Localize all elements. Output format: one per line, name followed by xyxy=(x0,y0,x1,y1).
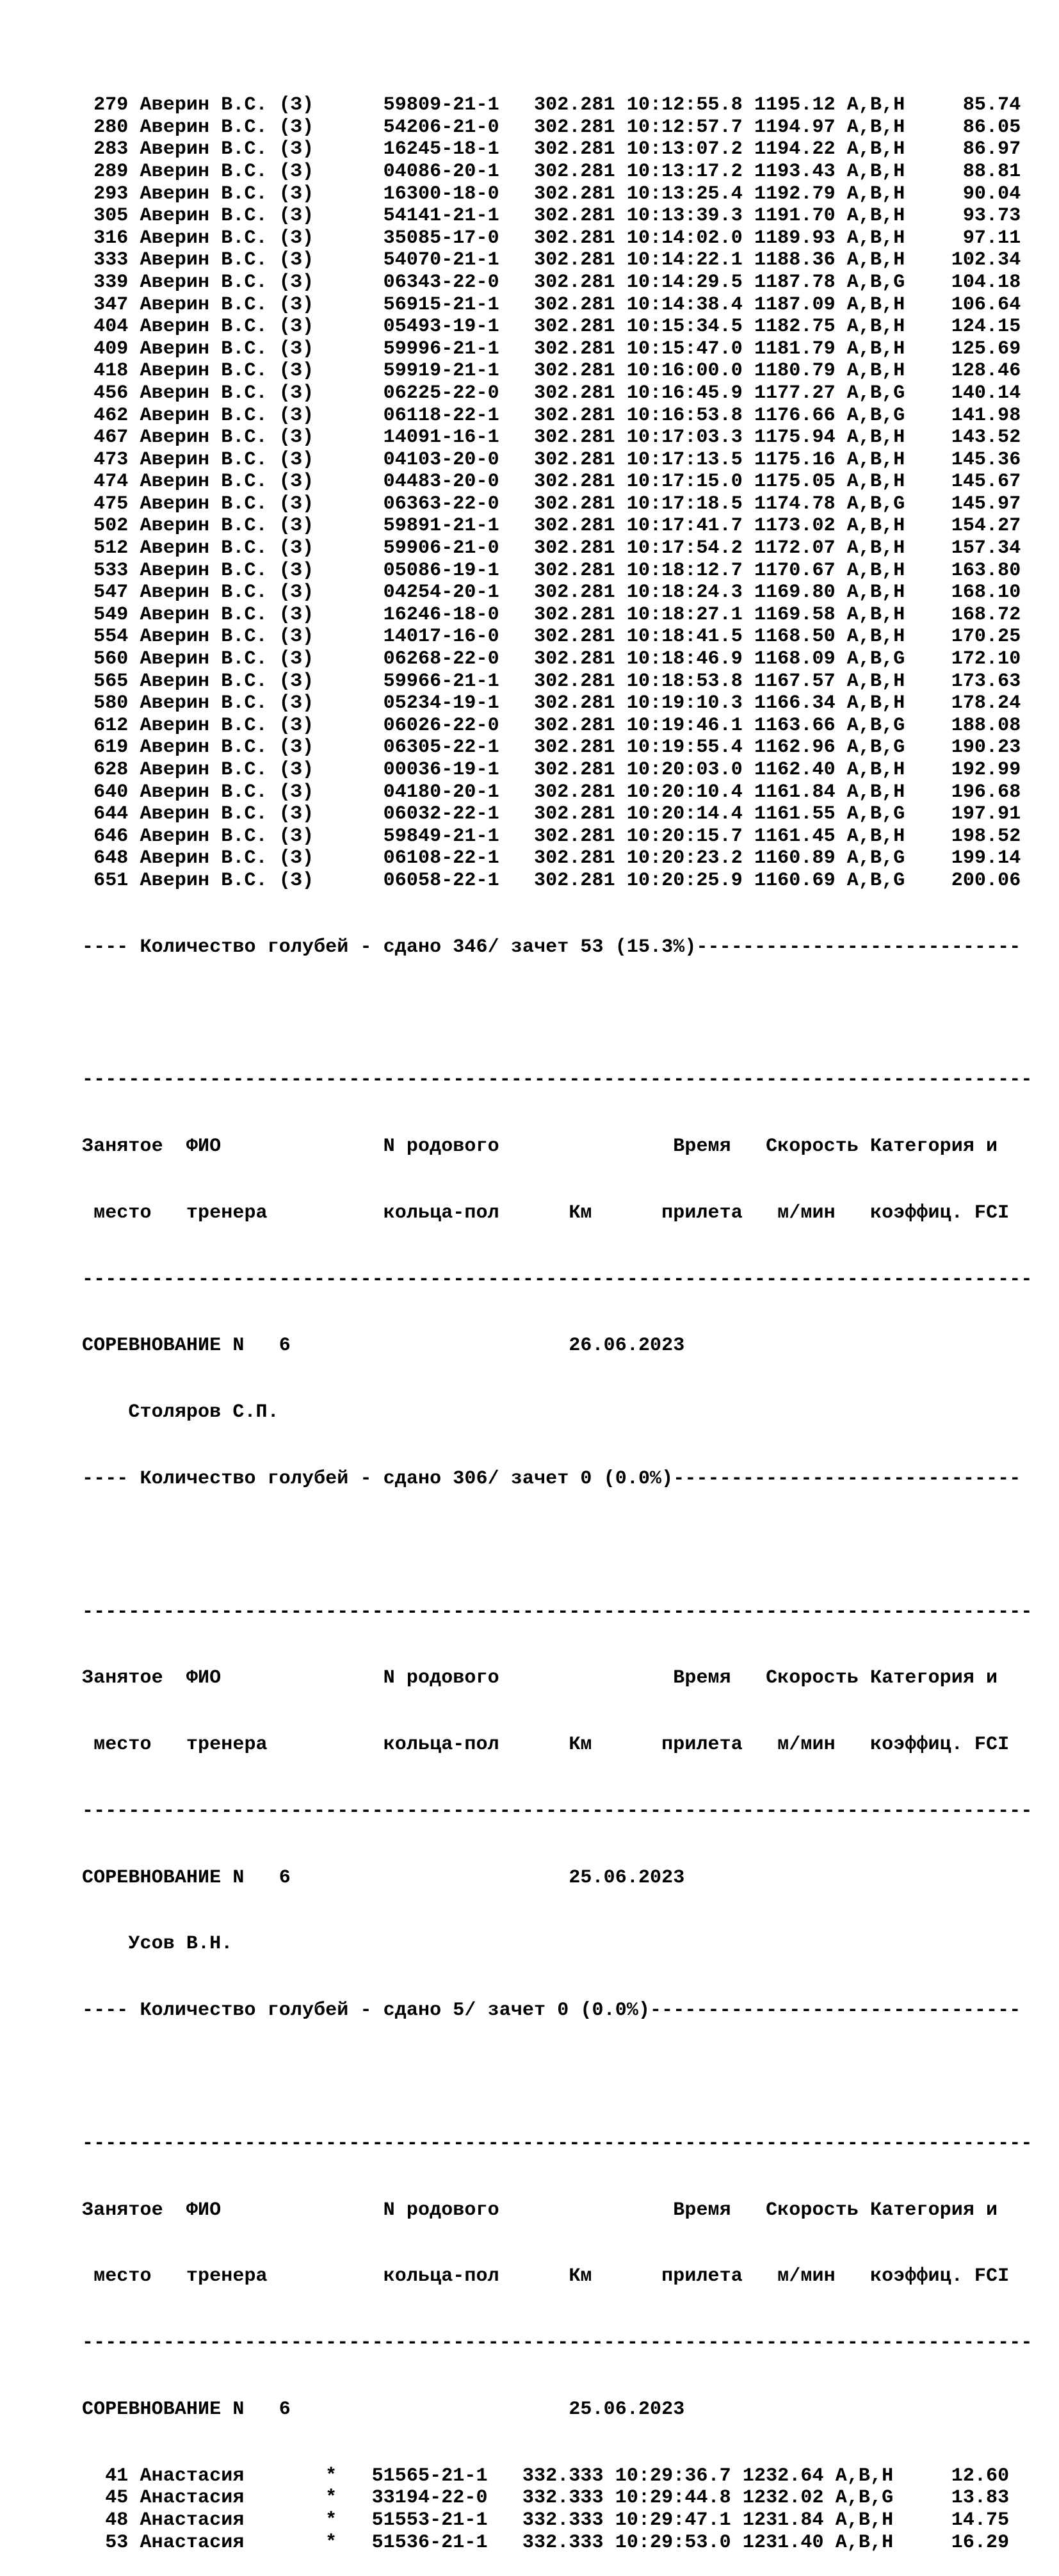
result-row: 580 Аверин В.С. (З) 05234-19-1 302.281 10:19:10.3 1166.34 A,B,H 178.24 xyxy=(82,692,1021,715)
result-row: 316 Аверин В.С. (З) 35085-17-0 302.281 10:14:02.0 1189.93 A,B,H 97.11 xyxy=(82,227,1021,249)
result-row: 628 Аверин В.С. (З) 00036-19-1 302.281 10:20:03.0 1162.40 A,B,H 192.99 xyxy=(82,759,1021,781)
summary-line: ---- Количество голубей - сдано 346/ зачет 53 (15.3%)---------------------------- xyxy=(82,936,1021,958)
result-row: 456 Аверин В.С. (З) 06225-22-0 302.281 10:16:45.9 1177.27 A,B,G 140.14 xyxy=(82,382,1021,404)
result-row: 293 Аверин В.С. (З) 16300-18-0 302.281 10:13:25.4 1192.79 A,B,H 90.04 xyxy=(82,183,1021,205)
column-header-line-2: место тренера кольца-пол Км прилета м/мин коэффиц. FCI xyxy=(82,2265,1010,2288)
separator-line: ---------------------------------------------------------------------------------- xyxy=(82,2132,1033,2155)
column-header-line-1: Занятое ФИО N родового Время Скорость Категория и xyxy=(82,1136,998,1158)
result-row: 612 Аверин В.С. (З) 06026-22-0 302.281 10:19:46.1 1163.66 A,B,G 188.08 xyxy=(82,714,1021,737)
result-row: 474 Аверин В.С. (З) 04483-20-0 302.281 10:17:15.0 1175.05 A,B,H 145.67 xyxy=(82,471,1021,493)
result-row: 289 Аверин В.С. (З) 04086-20-1 302.281 10:13:17.2 1193.43 A,B,H 88.81 xyxy=(82,160,1021,183)
results-table-averin xyxy=(82,94,1032,892)
result-row: 418 Аверин В.С. (З) 59919-21-1 302.281 10:16:00.0 1180.79 A,B,H 128.46 xyxy=(82,360,1021,382)
result-row: 305 Аверин В.С. (З) 54141-21-1 302.281 10:13:39.3 1191.70 A,B,H 93.73 xyxy=(82,205,1021,227)
result-row: 279 Аверин В.С. (З) 59809-21-1 302.281 10:12:55.8 1195.12 A,B,H 85.74 xyxy=(82,94,1021,117)
result-row: 45 Анастасия * 33194-22-0 332.333 10:29:44.8 1232.02 A,B,G 13.83 xyxy=(82,2487,1010,2509)
competition-title: СОРЕВНОВАНИЕ N 6 25.06.2023 xyxy=(82,1866,685,1889)
results-printout xyxy=(82,50,1032,2576)
column-header-line-2: место тренера кольца-пол Км прилета м/мин коэффиц. FCI xyxy=(82,1734,1010,1756)
summary-line: ---- Количество голубей - сдано 5/ зачет 0 (0.0%)-------------------------------- xyxy=(82,2000,1021,2022)
separator-line: ---------------------------------------------------------------------------------- xyxy=(82,2332,1033,2354)
result-row: 333 Аверин В.С. (З) 54070-21-1 302.281 10:14:22.1 1188.36 A,B,H 102.34 xyxy=(82,249,1021,272)
trainer-name: Столяров С.П. xyxy=(82,1401,279,1424)
result-row: 48 Анастасия * 51553-21-1 332.333 10:29:47.1 1231.84 A,B,H 14.75 xyxy=(82,2509,1010,2531)
result-row: 549 Аверин В.С. (З) 16246-18-0 302.281 10:18:27.1 1169.58 A,B,H 168.72 xyxy=(82,603,1021,626)
result-row: 473 Аверин В.С. (З) 04103-20-0 302.281 10:17:13.5 1175.16 A,B,H 145.36 xyxy=(82,448,1021,471)
result-row: 467 Аверин В.С. (З) 14091-16-1 302.281 10:17:03.3 1175.94 A,B,H 143.52 xyxy=(82,427,1021,449)
column-header-line-1: Занятое ФИО N родового Время Скорость Категория и xyxy=(82,1667,998,1690)
result-row: 347 Аверин В.С. (З) 56915-21-1 302.281 10:14:38.4 1187.09 A,B,H 106.64 xyxy=(82,293,1021,316)
summary-line: ---- Количество голубей - сдано 306/ зачет 0 (0.0%)------------------------------ xyxy=(82,1468,1021,1490)
result-row: 475 Аверин В.С. (З) 06363-22-0 302.281 10:17:18.5 1174.78 A,B,G 145.97 xyxy=(82,493,1021,515)
result-row: 644 Аверин В.С. (З) 06032-22-1 302.281 10:20:14.4 1161.55 A,B,G 197.91 xyxy=(82,803,1021,826)
result-row: 619 Аверин В.С. (З) 06305-22-1 302.281 10:19:55.4 1162.96 A,B,G 190.23 xyxy=(82,737,1021,759)
result-row: 646 Аверин В.С. (З) 59849-21-1 302.281 10:20:15.7 1161.45 A,B,H 198.52 xyxy=(82,825,1021,847)
separator-line: ---------------------------------------------------------------------------------- xyxy=(82,1601,1033,1623)
result-row: 648 Аверин В.С. (З) 06108-22-1 302.281 10:20:23.2 1160.89 A,B,G 199.14 xyxy=(82,847,1021,870)
competition-title: СОРЕВНОВАНИЕ N 6 25.06.2023 xyxy=(82,2398,685,2420)
result-row: 53 Анастасия * 51536-21-1 332.333 10:29:53.0 1231.40 A,B,H 16.29 xyxy=(82,2531,1010,2554)
results-table-anastasia xyxy=(82,2465,1032,2554)
result-row: 651 Аверин В.С. (З) 06058-22-1 302.281 10:20:25.9 1160.69 A,B,G 200.06 xyxy=(82,869,1021,892)
result-row: 547 Аверин В.С. (З) 04254-20-1 302.281 10:18:24.3 1169.80 A,B,H 168.10 xyxy=(82,582,1021,604)
separator-line: ---------------------------------------------------------------------------------- xyxy=(82,1069,1033,1091)
result-row: 512 Аверин В.С. (З) 59906-21-0 302.281 10:17:54.2 1172.07 A,B,H 157.34 xyxy=(82,537,1021,560)
competition-title: СОРЕВНОВАНИЕ N 6 26.06.2023 xyxy=(82,1335,685,1357)
trainer-name: Усов В.Н. xyxy=(82,1933,233,1955)
result-row: 41 Анастасия * 51565-21-1 332.333 10:29:36.7 1232.64 A,B,H 12.60 xyxy=(82,2465,1010,2487)
result-row: 560 Аверин В.С. (З) 06268-22-0 302.281 10:18:46.9 1168.09 A,B,G 172.10 xyxy=(82,648,1021,671)
column-header-line-2: место тренера кольца-пол Км прилета м/мин коэффиц. FCI xyxy=(82,1202,1010,1224)
result-row: 554 Аверин В.С. (З) 14017-16-0 302.281 10:18:41.5 1168.50 A,B,H 170.25 xyxy=(82,626,1021,648)
result-row: 533 Аверин В.С. (З) 05086-19-1 302.281 10:18:12.7 1170.67 A,B,H 163.80 xyxy=(82,559,1021,582)
result-row: 404 Аверин В.С. (З) 05493-19-1 302.281 10:15:34.5 1182.75 A,B,H 124.15 xyxy=(82,316,1021,338)
result-row: 280 Аверин В.С. (З) 54206-21-0 302.281 10:12:57.7 1194.97 A,B,H 86.05 xyxy=(82,116,1021,138)
column-header-line-1: Занятое ФИО N родового Время Скорость Категория и xyxy=(82,2199,998,2221)
result-row: 462 Аверин В.С. (З) 06118-22-1 302.281 10:16:53.8 1176.66 A,B,G 141.98 xyxy=(82,404,1021,427)
result-row: 409 Аверин В.С. (З) 59996-21-1 302.281 10:15:47.0 1181.79 A,B,H 125.69 xyxy=(82,338,1021,360)
separator-line: ---------------------------------------------------------------------------------- xyxy=(82,1268,1033,1291)
result-row: 565 Аверин В.С. (З) 59966-21-1 302.281 10:18:53.8 1167.57 A,B,H 173.63 xyxy=(82,670,1021,692)
result-row: 339 Аверин В.С. (З) 06343-22-0 302.281 10:14:29.5 1187.78 A,B,G 104.18 xyxy=(82,271,1021,293)
result-row: 283 Аверин В.С. (З) 16245-18-1 302.281 10:13:07.2 1194.22 A,B,H 86.97 xyxy=(82,138,1021,161)
separator-line: ---------------------------------------------------------------------------------- xyxy=(82,1800,1033,1822)
result-row: 640 Аверин В.С. (З) 04180-20-1 302.281 10:20:10.4 1161.84 A,B,H 196.68 xyxy=(82,781,1021,803)
result-row: 502 Аверин В.С. (З) 59891-21-1 302.281 10:17:41.7 1173.02 A,B,H 154.27 xyxy=(82,515,1021,537)
